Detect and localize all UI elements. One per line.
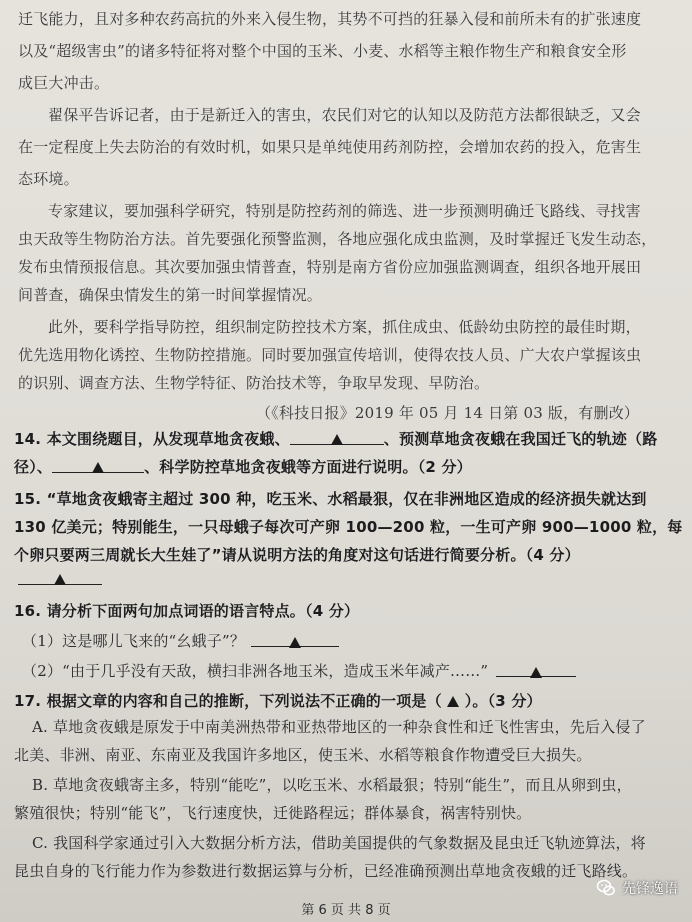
text-line: 优先选用物化诱控、生物防控措施。同时要加强宣传培训，使得农技人员、广大农户掌握该虫: [18, 346, 642, 364]
text-line: 以及“超级害虫”的诸多特征将对整个中国的玉米、小麦、水稻等主粮作物生产和粮食安全形: [18, 42, 627, 60]
text-line: 此外，要科学指导防控，组织制定防控技术方案，抓住成虫、低龄幼虫防控的最佳时期，: [48, 318, 641, 336]
text-line: 成巨大冲击。: [18, 74, 110, 92]
question-16-item-1: [22, 630, 339, 652]
triangle-icon: [289, 637, 301, 648]
question-14-part-c: 径）、: [14, 458, 53, 476]
source-citation: （《科技日报》2019 年 05 月 14 日第 03 版，有删改）: [256, 404, 640, 422]
watermark-text: 先锋逸语: [622, 881, 678, 897]
text-line: 专家建议，要加强科学研究，特别是防控药剂的筛选、进一步预测明确迁飞路线、寻找害: [48, 202, 641, 220]
question-14-part-a: 14. 本文围绕题目，从发现草地贪夜蛾、: [14, 430, 290, 448]
text-line: 虫天敌等生物防治方法。首先要强化预警监测，各地应强化成虫监测，及时掌握迁飞发生动态，: [18, 230, 657, 248]
answer-blank[interactable]: [52, 456, 144, 473]
wechat-logo-icon: [596, 878, 616, 898]
answer-blank[interactable]: [251, 630, 339, 647]
question-17-stem-end: ）。（3 分）: [464, 692, 542, 710]
text-line: 发布虫情预报信息。其次要加强虫情普查，特别是南方省份应加强监测调查，组织各地开展田: [18, 258, 642, 276]
page-number: 第 6 页 共 8 页: [301, 903, 391, 918]
option-c[interactable]: C. 我国科学家通过引入大数据分析方法，借助美国提供的气象数据及昆虫迁飞轨迹算法，将: [32, 834, 646, 852]
text-line: 迁飞能力，且对多种农药高抗的外来入侵生物，其势不可挡的狂暴入侵和前所未有的扩张速度: [18, 10, 642, 28]
text-line: 翟保平告诉记者，由于是新迁入的害虫，农民们对它的认知以及防范方法都很缺乏，又会: [48, 106, 641, 124]
question-15-line: 130 亿美元；特别能生，一只母蛾子每次可产卵 100—200 粒，一生可产卵 900—1000 粒，每: [14, 518, 683, 536]
question-14: [14, 428, 657, 450]
item-text: （2）“由于几乎没有天敌，横扫非洲各地玉米，造成玉米年减产……”: [22, 662, 489, 680]
question-17-stem: 17. 根据文章的内容和自己的推断，下列说法不正确的一项是（: [14, 692, 442, 710]
question-15-answer: [18, 568, 102, 590]
text-line: 态环境。: [18, 170, 79, 188]
answer-blank[interactable]: [496, 660, 576, 677]
option-b-cont: 繁殖很快；特别“能飞”，飞行速度快，迁徙路程远；群体暴食，祸害特别快。: [14, 804, 532, 822]
option-a[interactable]: A. 草地贪夜蛾是原发于中南美洲热带和亚热带地区的一种杂食性和迁飞性害虫，先后入侵了: [32, 718, 646, 736]
answer-blank[interactable]: [290, 428, 384, 445]
triangle-icon: [331, 434, 343, 445]
answer-blank[interactable]: [18, 568, 102, 585]
watermark: [596, 878, 678, 898]
question-16: 16. 请分析下面两句加点词语的语言特点。（4 分）: [14, 602, 360, 620]
question-15-line: 个卵只要两三周就长大生娃了”请从说明方法的角度对这句话进行简要分析。（4 分）: [14, 546, 580, 564]
item-text: （1）这是哪儿飞来的“幺蛾子”？: [22, 632, 246, 650]
question-14-cont: [14, 456, 472, 478]
question-15: 15. “草地贪夜蛾寄主超过 300 种，吃玉米、水稻最狠，仅在非洲地区造成的经济损失就达到: [14, 490, 647, 508]
question-17: [14, 690, 542, 712]
text-line: 的识别、调查方法、生物学特征、防治技术等，争取早发现、早防治。: [18, 374, 490, 392]
text-line: 间普查，确保虫情发生的第一时间掌握情况。: [18, 286, 323, 304]
question-14-part-d: 、科学防控草地贪夜蛾等方面进行说明。（2 分）: [144, 458, 472, 476]
triangle-icon: [530, 667, 542, 678]
option-a-cont: 北美、非洲、南亚、东南亚及我国许多地区，使玉米、水稻等粮食作物遭受巨大损失。: [14, 746, 592, 764]
triangle-icon: [92, 462, 104, 473]
option-c-cont: 昆虫自身的飞行能力作为参数进行数据运算与分析，已经准确预测出草地贪夜蛾的迁飞路线。: [14, 862, 638, 880]
triangle-icon: [54, 574, 66, 585]
text-line: 在一定程度上失去防治的有效时机，如果只是单纯使用药剂防控，会增加农药的投入，危害生: [18, 138, 642, 156]
triangle-icon[interactable]: [447, 696, 459, 707]
question-14-part-b: 、预测草地贪夜蛾在我国迁飞的轨迹（路: [383, 430, 658, 448]
question-16-item-2: [22, 660, 576, 682]
option-b[interactable]: B. 草地贪夜蛾寄主多，特别“能吃”，以吃玉米、水稻最狠；特别“能生”，而且从卵到虫，: [32, 776, 632, 794]
